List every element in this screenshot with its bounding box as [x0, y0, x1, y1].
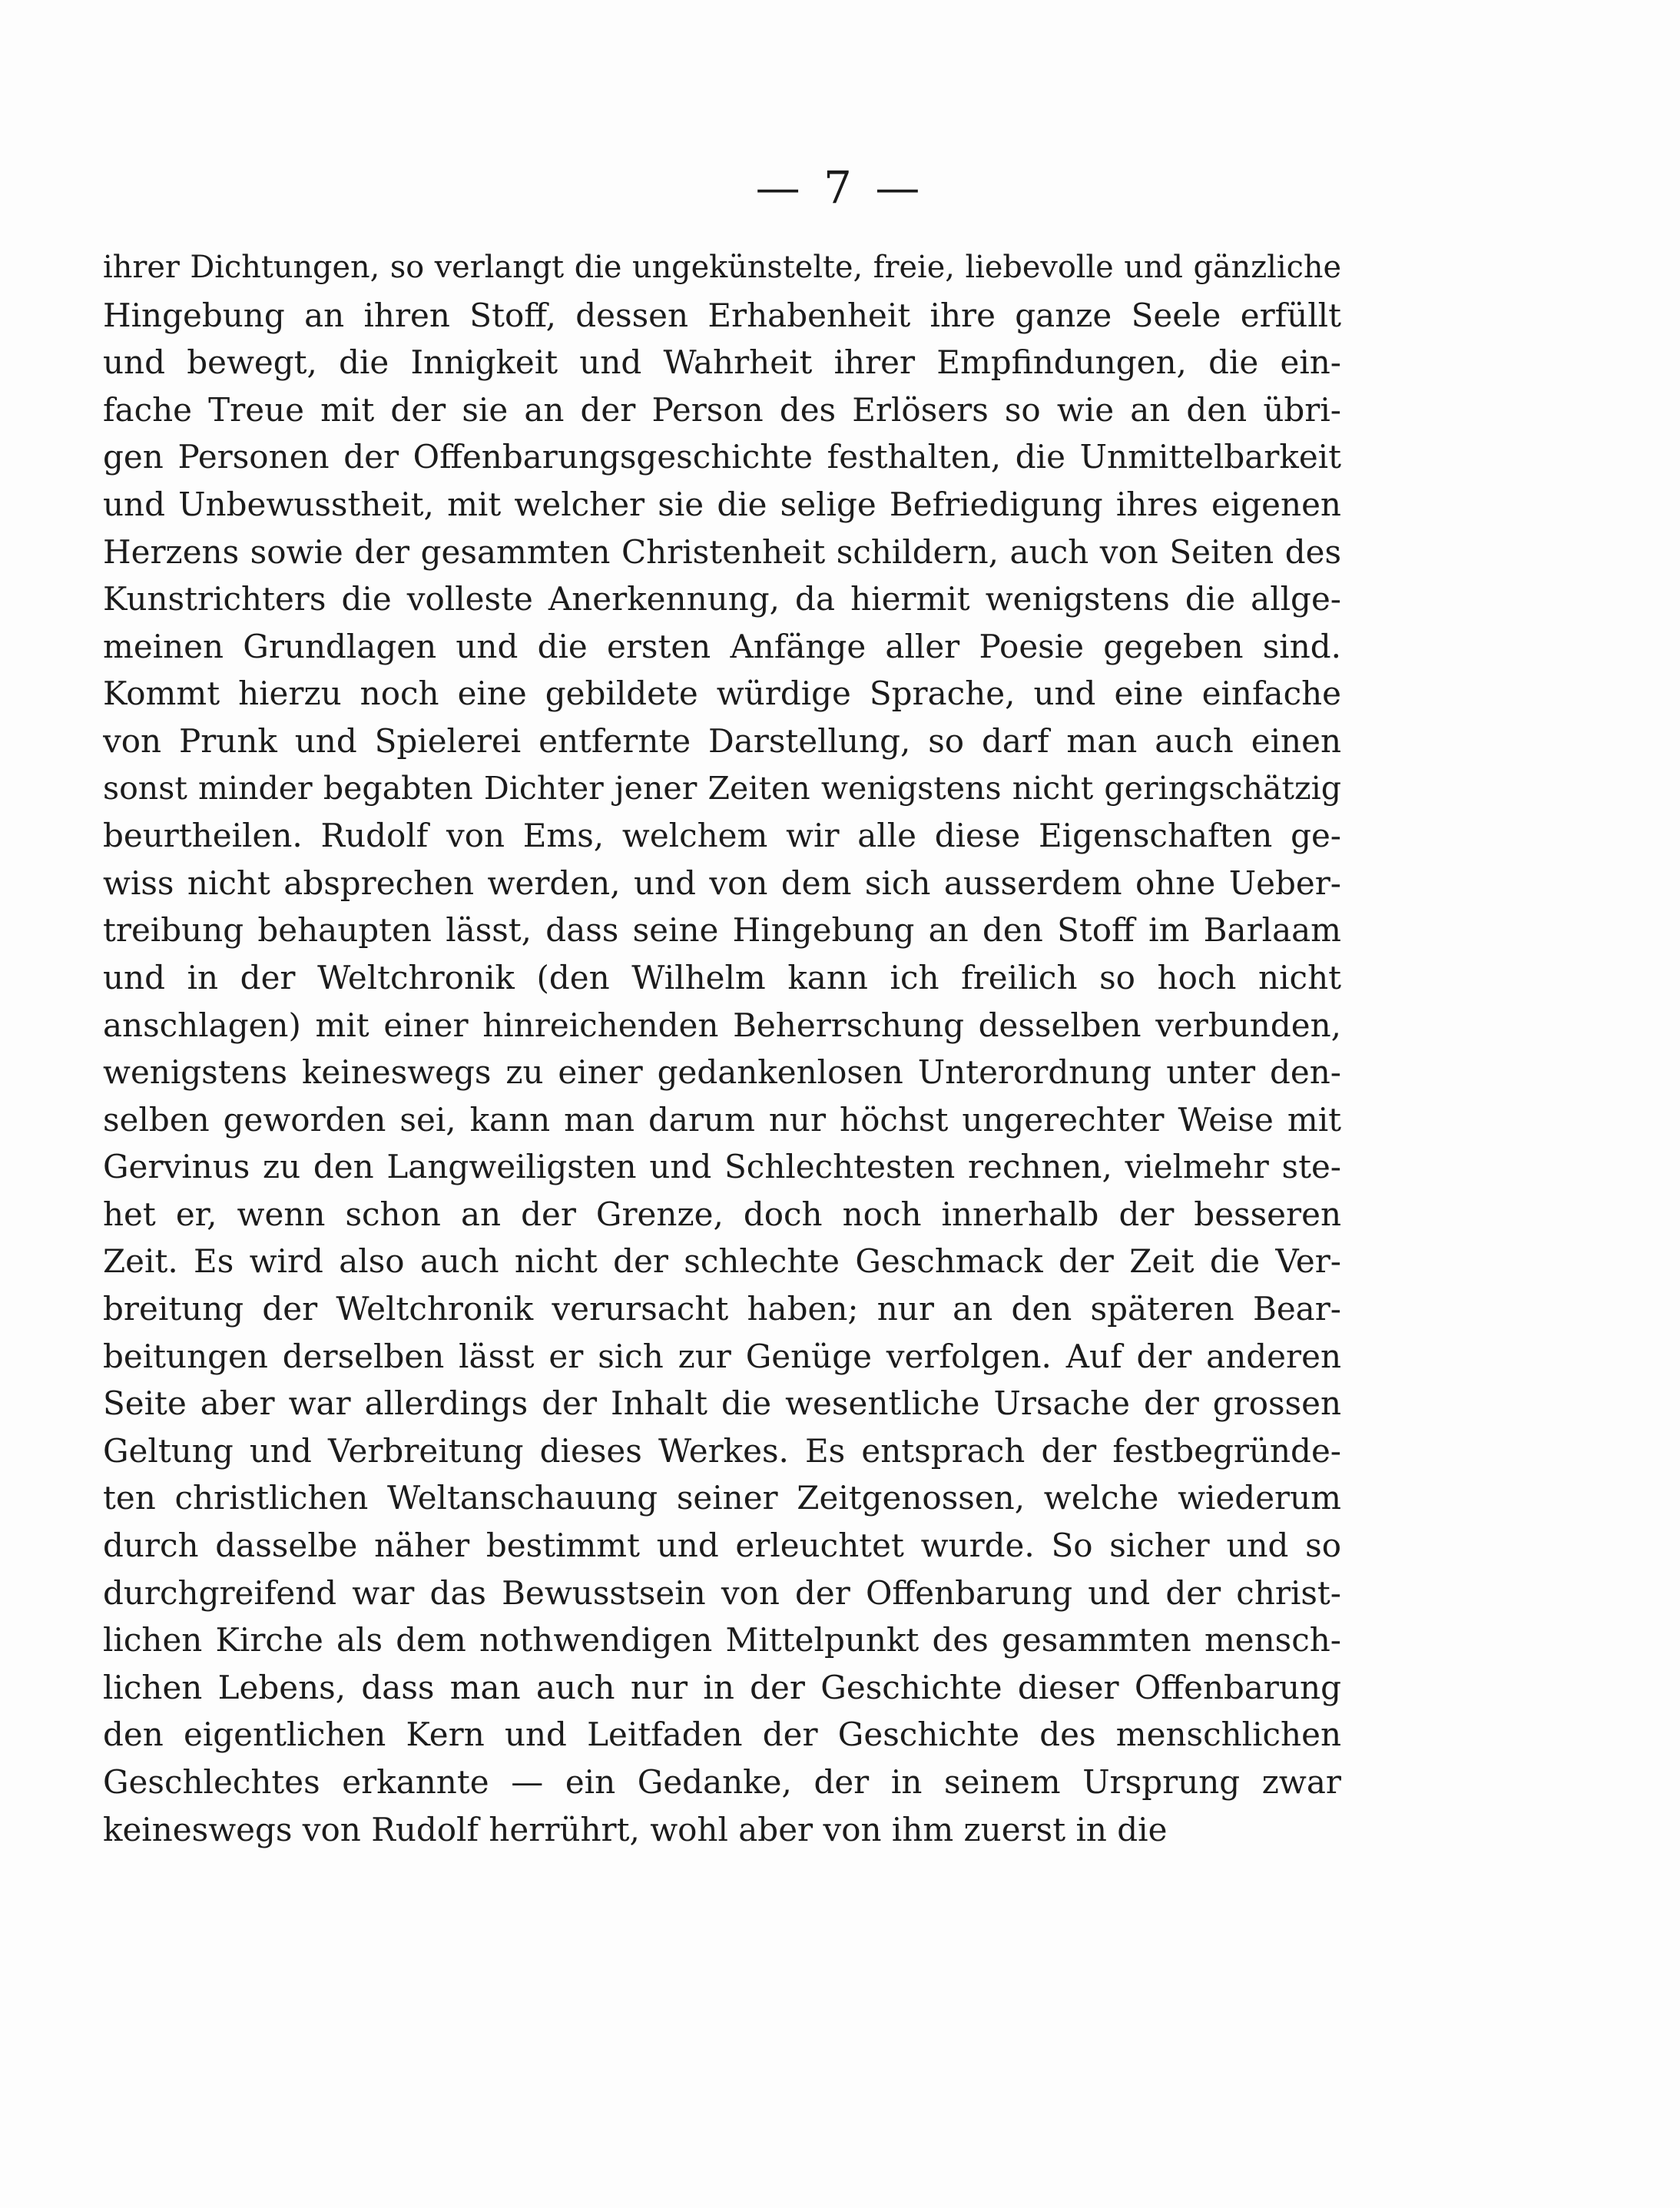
text-line: Herzens sowie der gesammten Christenheit schildern, auch von Seiten des [103, 532, 1341, 571]
text-line: und Unbewusstheit, mit welcher sie die selige Befriedigung ihres eigenen [103, 485, 1341, 523]
text-line: durch dasselbe näher bestimmt und erleuchtet wurde. So sicher und so [103, 1527, 1341, 1565]
text-line: het er, wenn schon an der Grenze, doch noch innerhalb der besseren [103, 1195, 1341, 1233]
text-line: beitungen derselben lässt er sich zur Genüge verfolgen. Auf der anderen [103, 1337, 1341, 1375]
text-line: Kunstrichters die volleste Anerkennung, da hiermit wenigstens die allge- [103, 580, 1341, 618]
text-line: Geschlechtes erkannte — ein Gedanke, der in seinem Ursprung zwar [103, 1763, 1341, 1801]
text-line: Zeit. Es wird also auch nicht der schlechte Geschmack der Zeit die Ver- [103, 1242, 1341, 1281]
text-line: fache Treue mit der sie an der Person des Erlösers so wie an den übri- [103, 390, 1341, 429]
text-line: Gervinus zu den Langweiligsten und Schlechtesten rechnen, vielmehr ste- [103, 1148, 1341, 1186]
text-line: anschlagen) mit einer hinreichenden Beherrschung desselben verbunden, [103, 1006, 1341, 1044]
text-line: den eigentlichen Kern und Leitfaden der Geschichte des menschlichen [103, 1716, 1341, 1754]
text-line: wenigstens keineswegs zu einer gedankenlosen Unterordnung unter den- [103, 1053, 1341, 1092]
text-line: Hingebung an ihren Stoff, dessen Erhabenheit ihre ganze Seele erfüllt [103, 296, 1341, 334]
text-line: beurtheilen. Rudolf von Ems, welchem wir alle diese Eigenschaften ge- [103, 817, 1341, 855]
text-line: ihrer Dichtungen, so verlangt die ungekünstelte, freie, liebevolle und gänzliche [103, 250, 1341, 285]
text-line: sonst minder begabten Dichter jener Zeiten wenigstens nicht geringschätzig [103, 769, 1341, 807]
text-line: breitung der Weltchronik verursacht haben; nur an den späteren Bear- [103, 1290, 1341, 1328]
text-line: Kommt hierzu noch eine gebildete würdige Sprache, und eine einfache [103, 675, 1341, 713]
text-line: und in der Weltchronik (den Wilhelm kann ich freilich so hoch nicht [103, 958, 1341, 996]
text-line: Seite aber war allerdings der Inhalt die wesentliche Ursache der grossen [103, 1384, 1341, 1423]
text-line: lichen Lebens, dass man auch nur in der Geschichte dieser Offenbarung [103, 1668, 1341, 1706]
text-line: gen Personen der Offenbarungsgeschichte festhalten, die Unmittelbarkeit [103, 438, 1341, 476]
text-line: lichen Kirche als dem nothwendigen Mittelpunkt des gesammten mensch- [103, 1621, 1341, 1659]
text-line: und bewegt, die Innigkeit und Wahrheit ihrer Empfindungen, die ein- [103, 343, 1341, 382]
text-line: durchgreifend war das Bewusstsein von der Offenbarung und der christ- [103, 1573, 1341, 1612]
page-number: — 7 — [755, 161, 925, 214]
text-line: treibung behaupten lässt, dass seine Hingebung an den Stoff im Barlaam [103, 911, 1341, 950]
text-line: von Prunk und Spielerei entfernte Darstellung, so darf man auch einen [103, 721, 1341, 760]
text-line: keineswegs von Rudolf herrührt, wohl aber von ihm zuerst in die [103, 1810, 1168, 1848]
text-line: meinen Grundlagen und die ersten Anfänge aller Poesie gegeben sind. [103, 627, 1341, 665]
text-line: wiss nicht absprechen werden, und von dem sich ausserdem ohne Ueber- [103, 864, 1341, 902]
body-text [103, 244, 1341, 1853]
text-line: ten christlichen Weltanschauung seiner Zeitgenossen, welche wiederum [103, 1479, 1341, 1517]
text-line: Geltung und Verbreitung dieses Werkes. Es entsprach der festbegründe- [103, 1431, 1341, 1470]
text-line: selben geworden sei, kann man darum nur höchst ungerechter Weise mit [103, 1100, 1341, 1139]
